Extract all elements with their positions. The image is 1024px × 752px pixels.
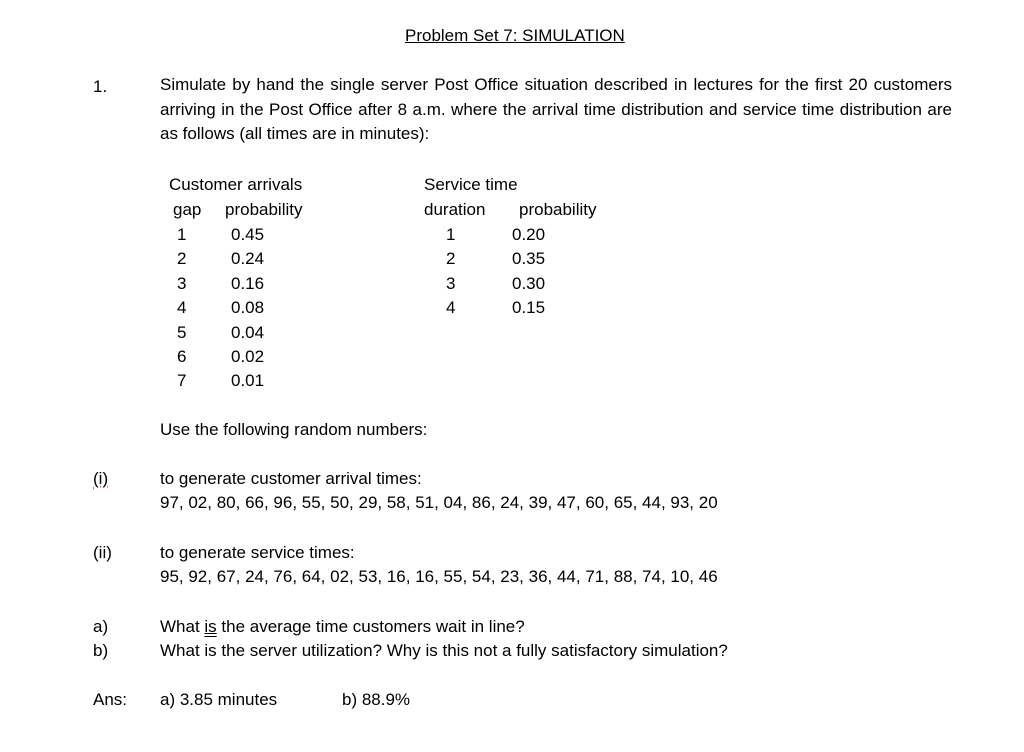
- arrivals-prob: 0.45: [231, 225, 265, 244]
- service-duration: 2: [446, 249, 456, 268]
- part-ii-text: to generate service times:: [160, 543, 355, 562]
- arrivals-col-probability: probability: [225, 200, 303, 219]
- arrivals-gap: 3: [177, 274, 187, 293]
- arrivals-prob: 0.08: [231, 298, 265, 317]
- random-numbers-intro: Use the following random numbers:: [160, 420, 428, 439]
- arrivals-prob: 0.04: [231, 323, 265, 342]
- part-i-label-text: (i): [93, 469, 109, 488]
- arrivals-prob: 0.01: [231, 371, 265, 390]
- service-duration: 1: [446, 225, 456, 244]
- arrivals-header: Customer arrivals: [169, 175, 303, 194]
- arrivals-prob: 0.02: [231, 347, 265, 366]
- service-col-probability: probability: [519, 200, 597, 219]
- arrivals-col-gap: gap: [173, 200, 202, 219]
- question-text: Simulate by hand the single server Post Office situation described in lectures for the first 20 customers arriving in the Post Office after 8 a.m. where the arrival time distribution and service time distribution are as follows (all times are in minutes):: [160, 75, 952, 143]
- arrivals-prob: 0.16: [231, 274, 265, 293]
- service-prob: 0.20: [512, 225, 546, 244]
- answer-b: b) 88.9%: [342, 690, 411, 709]
- question-b-label: b): [93, 641, 109, 660]
- arrivals-prob: 0.24: [231, 249, 265, 268]
- service-duration: 4: [446, 298, 456, 317]
- question-b-text: What is the server utilization? Why is this not a fully satisfactory simulation?: [160, 641, 728, 660]
- service-prob: 0.30: [512, 274, 546, 293]
- part-i-label: [93, 469, 108, 489]
- arrivals-gap: 6: [177, 347, 187, 366]
- question-a-label: a): [93, 617, 109, 636]
- service-col-duration: duration: [424, 200, 486, 219]
- question-number: 1.: [93, 77, 108, 96]
- arrivals-gap: 7: [177, 371, 187, 390]
- page-title: Problem Set 7: SIMULATION: [405, 26, 625, 45]
- arrivals-gap: 4: [177, 298, 187, 317]
- arrivals-gap: 2: [177, 249, 187, 268]
- question-a-post: the average time customers wait in line?: [216, 617, 525, 636]
- service-prob: 0.15: [512, 298, 546, 317]
- answer-a: a) 3.85 minutes: [160, 690, 278, 709]
- part-ii-label: (ii): [93, 543, 112, 562]
- answers-label: Ans:: [93, 690, 128, 709]
- question-a-text: [160, 617, 525, 637]
- question-a-pre: What: [160, 617, 205, 636]
- arrivals-gap: 1: [177, 225, 187, 244]
- arrivals-gap: 5: [177, 323, 187, 342]
- question-a-emphasis: is: [204, 617, 217, 636]
- service-header: Service time: [424, 175, 518, 194]
- service-duration: 3: [446, 274, 456, 293]
- service-prob: 0.35: [512, 249, 546, 268]
- part-i-text: to generate customer arrival times:: [160, 469, 422, 488]
- part-i-numbers: 97, 02, 80, 66, 96, 55, 50, 29, 58, 51, 04, 86, 24, 39, 47, 60, 65, 44, 93, 20: [160, 493, 718, 512]
- part-ii-numbers: 95, 92, 67, 24, 76, 64, 02, 53, 16, 16, 55, 54, 23, 36, 44, 71, 88, 74, 10, 46: [160, 567, 718, 586]
